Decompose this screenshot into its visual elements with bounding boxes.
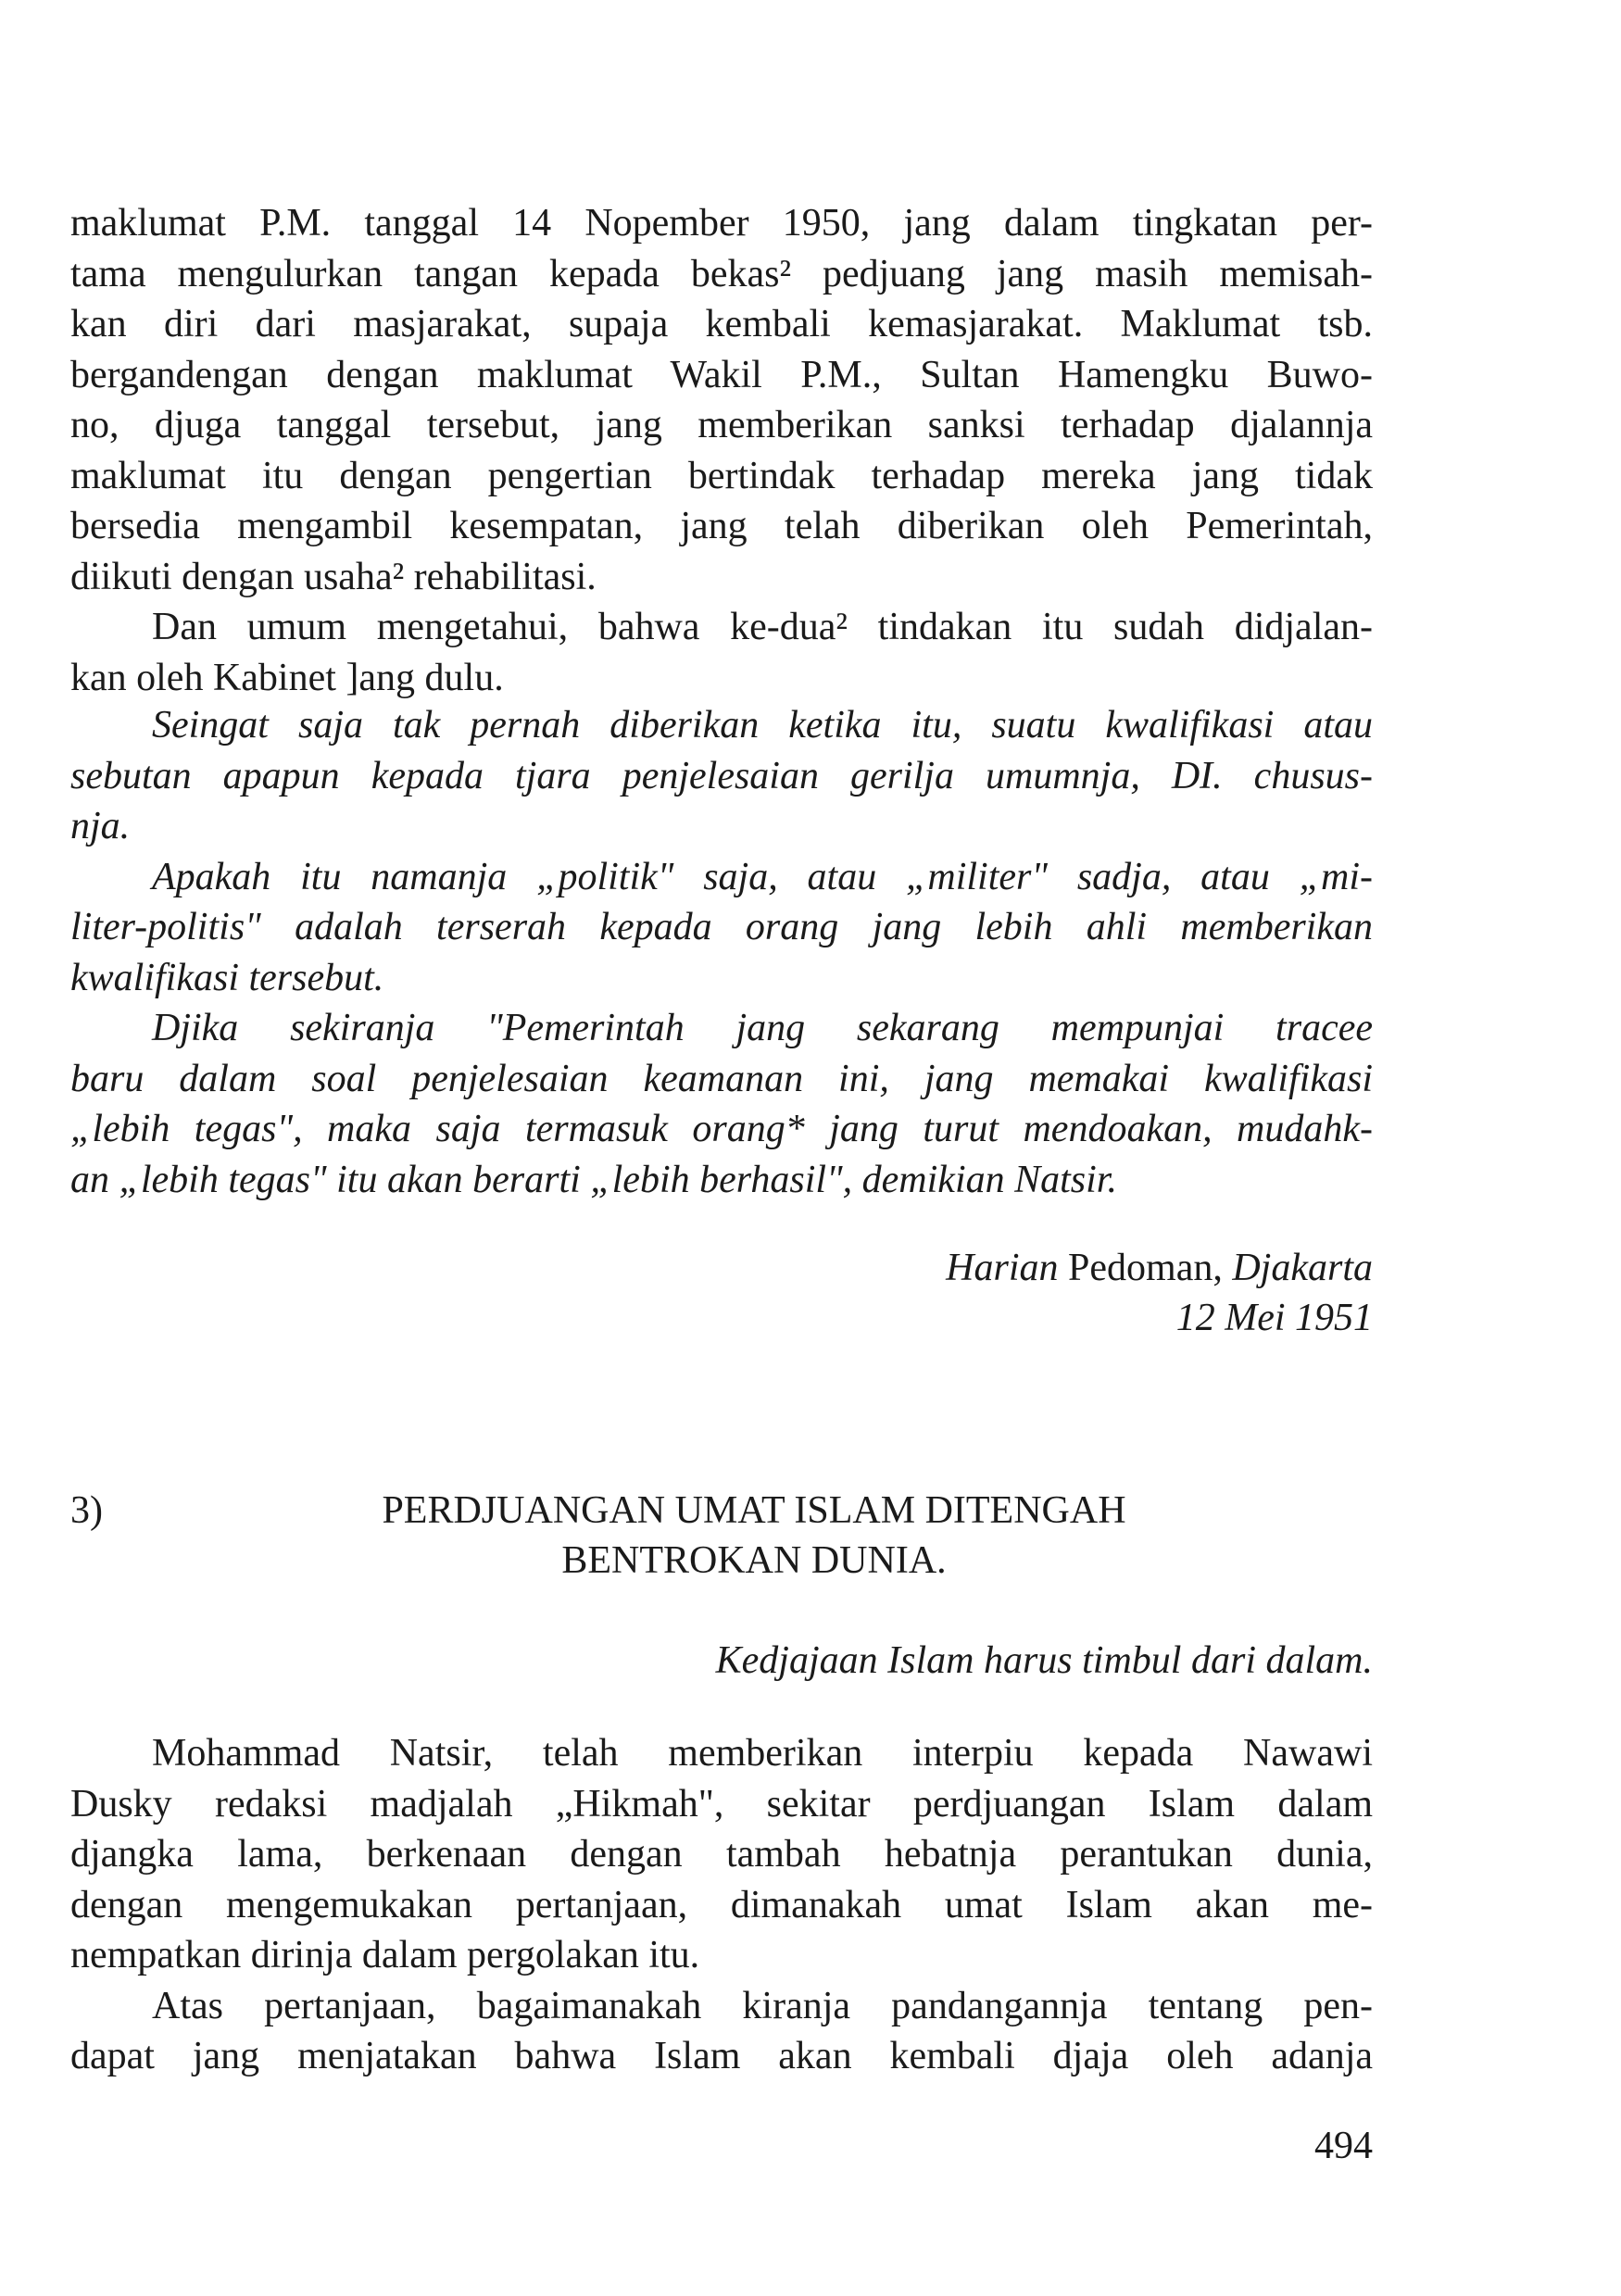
text-line: bersedia mengambil kesempatan, jang telah diberikan oleh Pemerintah, [70,505,1373,547]
text-line: dapat jang menjatakan bahwa Islam akan kembali djaja oleh adanja [70,2035,1373,2077]
text-line: „lebih tegas", maka saja termasuk orang* jang turut mendoakan, mudahk- [70,1108,1373,1150]
text-line: kan oleh Kabinet ]ang dulu. [70,656,504,699]
section-title-line-2: BENTROKAN DUNIA. [561,1539,947,1582]
text-line: kan diri dari masjarakat, supaja kembali kemasjarakat. Maklumat tsb. [70,303,1373,345]
text-line: bergandengan dengan maklumat Wakil P.M., Sultan Hamengku Buwo- [70,353,1373,396]
section-title [302,1486,1206,1586]
top-text-block [70,198,1373,703]
italic-quote-block [70,700,1373,1205]
source-date [70,1293,1373,1343]
text-line: Apakah itu namanja „politik" saja, atau „militer" sadja, atau „mi- [152,855,1373,898]
source-date-text: 12 Mei 1951 [1175,1297,1373,1339]
text-line: maklumat itu dengan pengertian bertindak terhadap mereka jang tidak [70,454,1373,497]
paragraph-seingat [70,700,1373,852]
text-line: diikuti dengan usaha² rehabilitasi. [70,555,597,598]
paragraph-kabinet [70,602,1373,703]
paragraph-djika [70,1003,1373,1205]
text-line: sebutan apapun kepada tjara penjelesaian gerilja umumnja, DI. chusus- [70,754,1373,797]
text-line: Mohammad Natsir, telah memberikan interpiu kepada Nawawi [152,1732,1373,1775]
text-line: Djika sekiranja "Pemerintah jang sekarang mempunjai tracee [152,1007,1373,1049]
text-line: djangka lama, berkenaan dengan tambah hebatnja perantukan dunia, [70,1833,1373,1876]
text-line: no, djuga tanggal tersebut, jang memberikan sanksi terhadap djalannja [70,404,1373,446]
source-citation [70,1243,1373,1343]
source-city: Djakarta [1232,1247,1373,1289]
text-line: Seingat saja tak pernah diberikan ketika itu, suatu kwalifikasi atau [152,704,1373,747]
paragraph-pertanjaan [70,1981,1373,2082]
text-line: dengan mengemukakan pertanjaan, dimanakah umat Islam akan me- [70,1883,1373,1926]
section-epigraph: Kedjajaan Islam harus timbul dari dalam. [715,1639,1373,1682]
text-line: Atas pertanjaan, bagaimanakah kiranja pandangannja tentang pen- [152,1984,1373,2027]
text-line: Dusky redaksi madjalah „Hikmah", sekitar perdjuangan Islam dalam [70,1782,1373,1826]
text-line: nja. [70,805,131,847]
text-line: nempatkan dirinja dalam pergolakan itu. [70,1934,700,1976]
text-line: an „lebih tegas" itu akan berarti „lebih berhasil", demikian Natsir. [70,1158,1118,1201]
paragraph-interpiu [70,1728,1373,1981]
section-title-line-1: PERDJUANGAN UMAT ISLAM DITENGAH [382,1489,1126,1532]
paragraph-apakah [70,852,1373,1004]
source-harian: Harian [946,1247,1059,1289]
text-line: kwalifikasi tersebut. [70,956,384,999]
source-publication [70,1243,1373,1293]
paragraph-maklumat [70,198,1373,602]
text-line: Dan umum mengetahui, bahwa ke-dua² tindakan itu sudah didjalan- [152,606,1373,648]
text-line: tama mengulurkan tangan kepada bekas² pedjuang jang masih memisah- [70,252,1373,295]
source-paper: Pedoman, [1068,1247,1223,1289]
bottom-text-block [70,1728,1373,2082]
section-number: 3) [70,1489,103,1532]
text-line: liter-politis" adalah terserah kepada orang jang lebih ahli memberikan [70,906,1373,948]
text-line: maklumat P.M. tanggal 14 Nopember 1950, jang dalam tingkatan per- [70,202,1373,245]
page-number: 494 [1314,2125,1373,2167]
text-line: baru dalam soal penjelesaian keamanan ini, jang memakai kwalifikasi [70,1057,1373,1100]
